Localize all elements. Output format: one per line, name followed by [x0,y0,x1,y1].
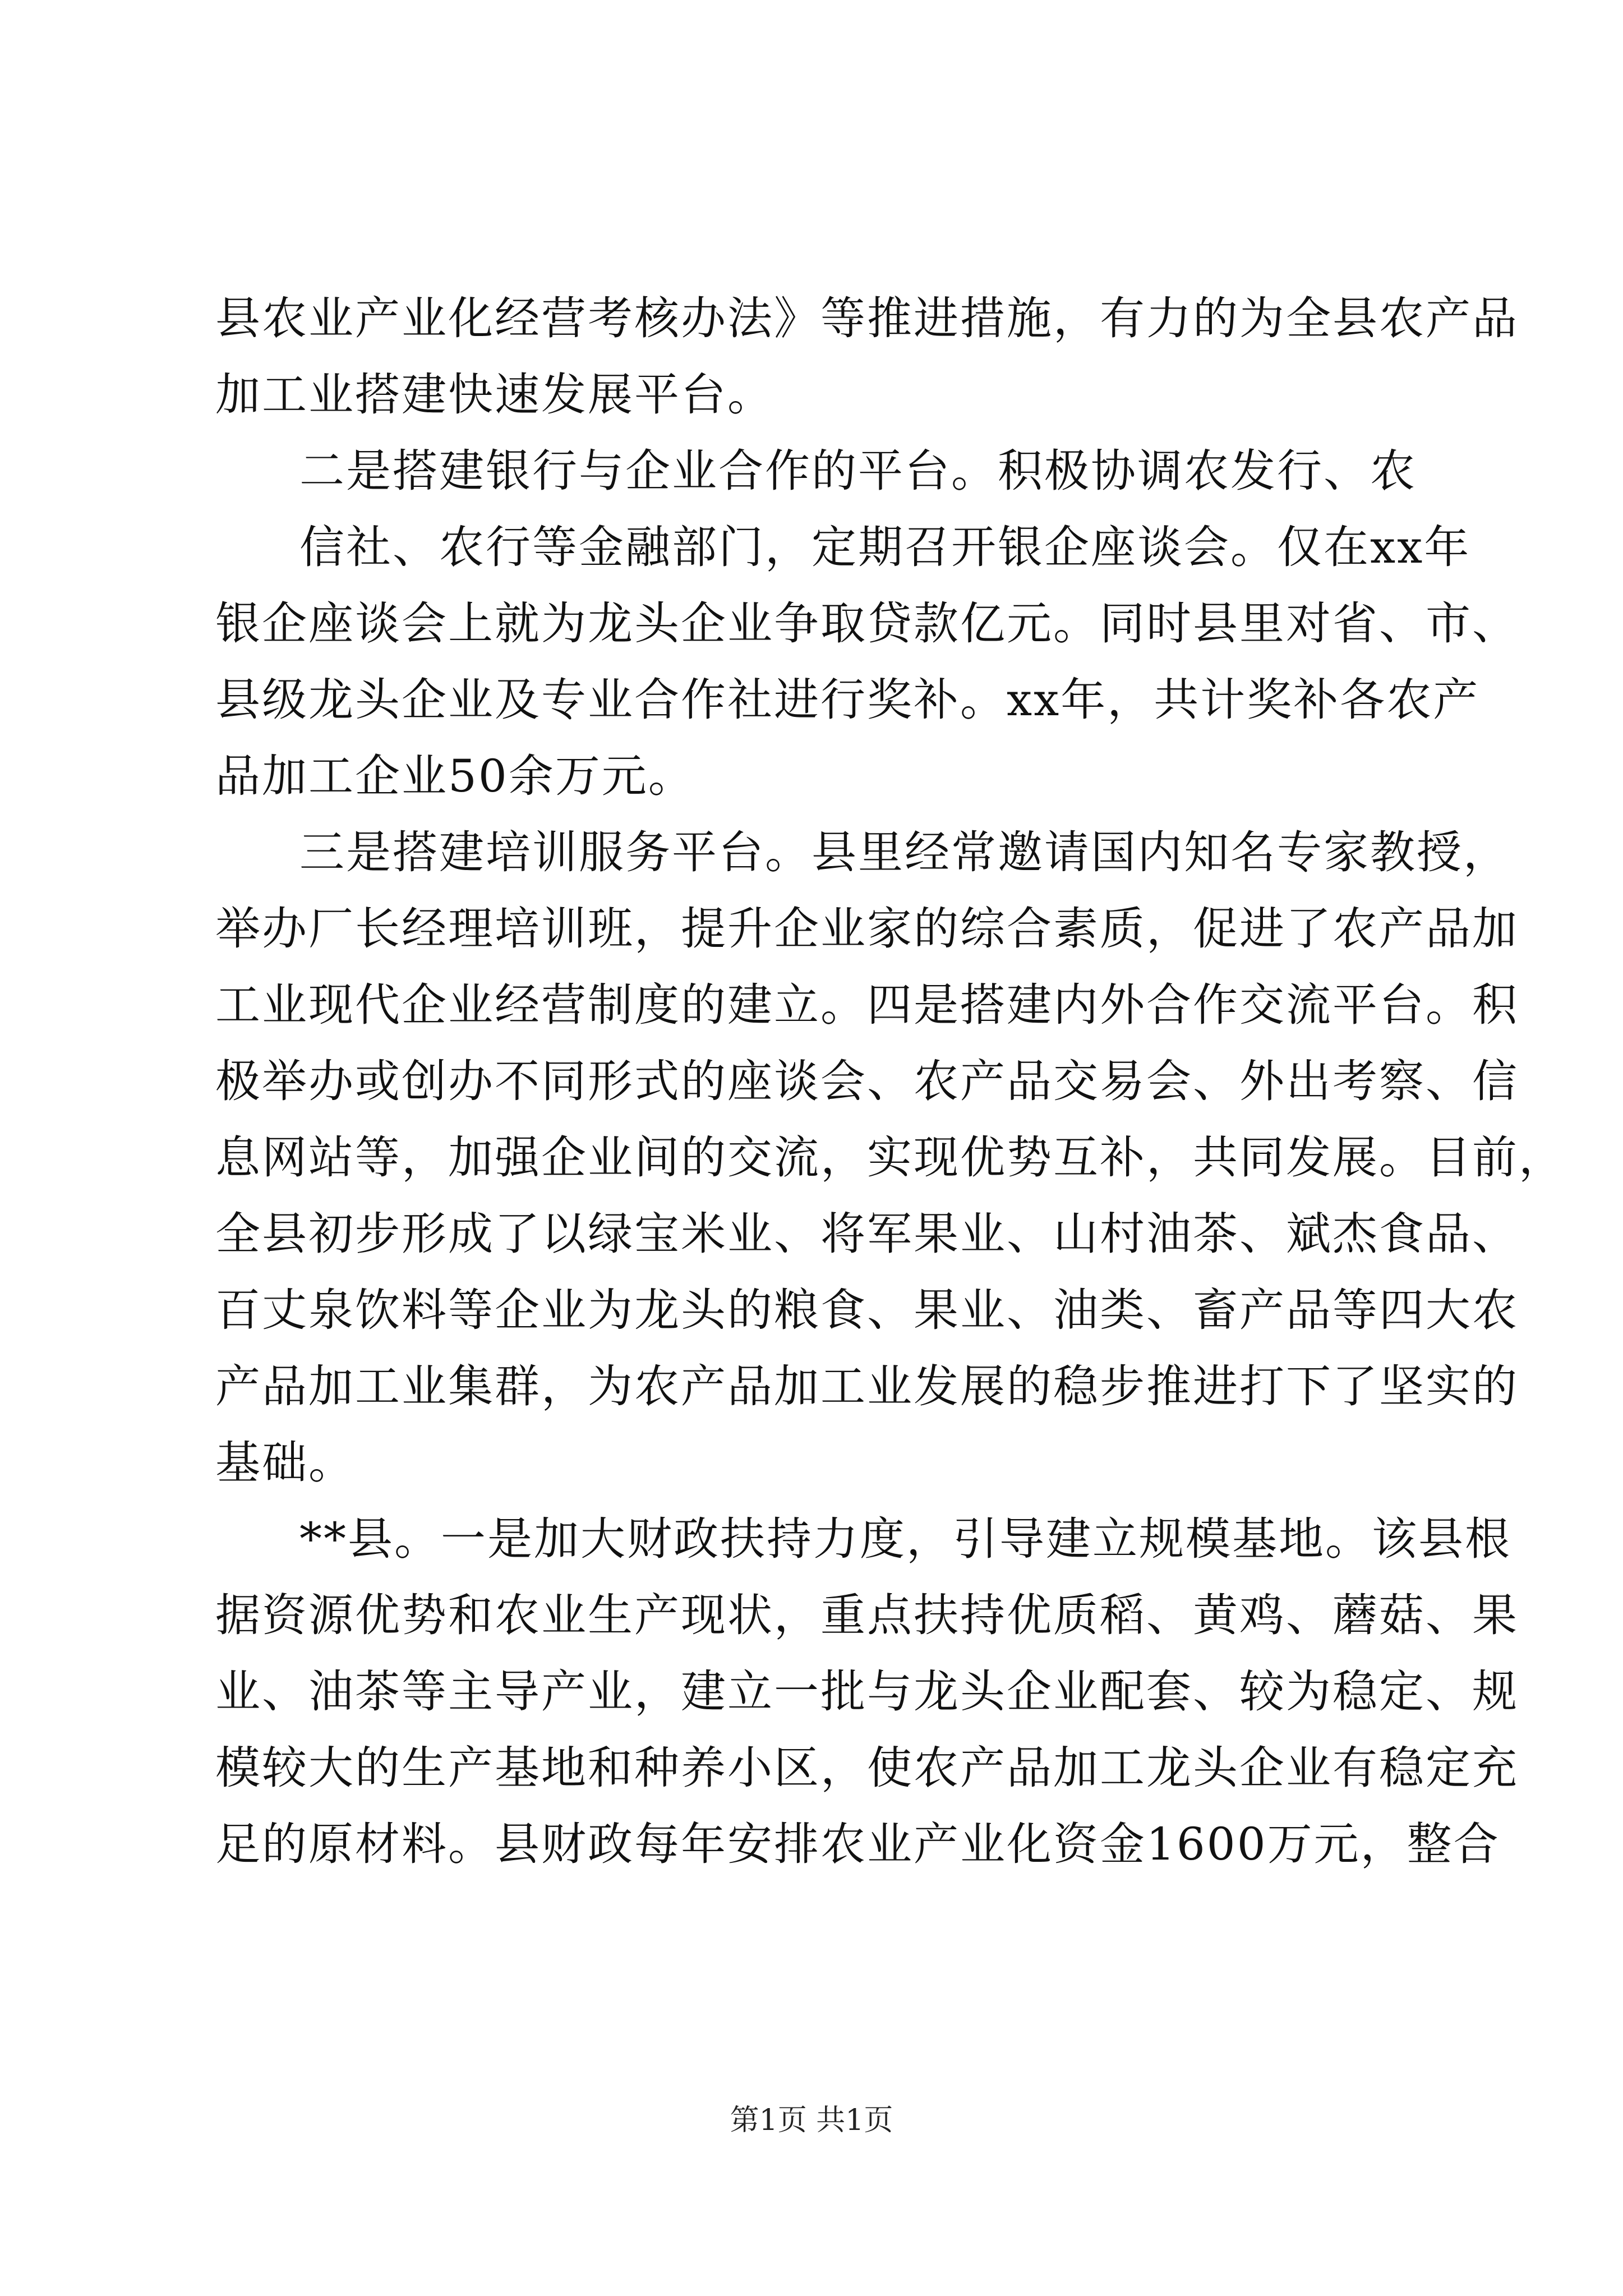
text-line: 息网站等，加强企业间的交流，实现优势互补，共同发展。目前， [215,1131,1565,1184]
text-line: 业、油茶等主导产业，建立一批与龙头企业配套、较为稳定、规 [215,1665,1519,1718]
page-footer [0,2101,1623,2140]
text-line: 极举办或创办不同形式的座谈会、农产品交易会、外出考察、信 [215,1055,1519,1107]
text-line: 模较大的生产基地和种养小区，使农产品加工龙头企业有稳定充 [215,1742,1519,1794]
page-number-label: 第1页 共1页 [730,2104,893,2137]
text-line: 据资源优势和农业生产现状，重点扶持优质稻、黄鸡、蘑菇、果 [215,1589,1519,1641]
paragraph-start-line: **县。一是加大财政扶持力度，引导建立规模基地。该县根 [299,1513,1511,1565]
text-line: 百丈泉饮料等企业为龙头的粮食、果业、油类、畜产品等四大农 [215,1284,1519,1336]
document-body [215,280,1565,1883]
text-line: 产品加工业集群，为农产品加工业发展的稳步推进打下了坚实的 [215,1360,1519,1412]
text-line: 基础。 [215,1437,355,1489]
paragraph-start-line: 三是搭建培训服务平台。县里经常邀请国内知名专家教授， [299,826,1510,878]
paragraph-start-line: 二是搭建银行与企业合作的平台。积极协调农发行、农 [299,445,1417,497]
text-line: 全县初步形成了以绿宝米业、将军果业、山村油茶、斌杰食品、 [215,1208,1519,1260]
text-line: 银企座谈会上就为龙头企业争取贷款亿元。同时县里对省、市、 [215,597,1519,650]
text-line: 品加工企业50余万元。 [215,750,695,802]
text-line: 举办厂长经理培训班，提升企业家的综合素质，促进了农产品加 [215,903,1519,955]
text-line: 足的原材料。县财政每年安排农业产业化资金1600万元，整合 [215,1818,1500,1870]
text-line: 县农业产业化经营考核办法》等推进措施，有力的为全县农产品 [215,292,1519,344]
text-line: 工业现代企业经营制度的建立。四是搭建内外合作交流平台。积 [215,979,1519,1031]
text-line: 信社、农行等金融部门，定期召开银企座谈会。仅在xx年 [299,521,1471,573]
text-line: 加工业搭建快速发展平台。 [215,369,774,421]
text-line: 县级龙头企业及专业合作社进行奖补。xx年，共计奖补各农产 [215,674,1480,726]
